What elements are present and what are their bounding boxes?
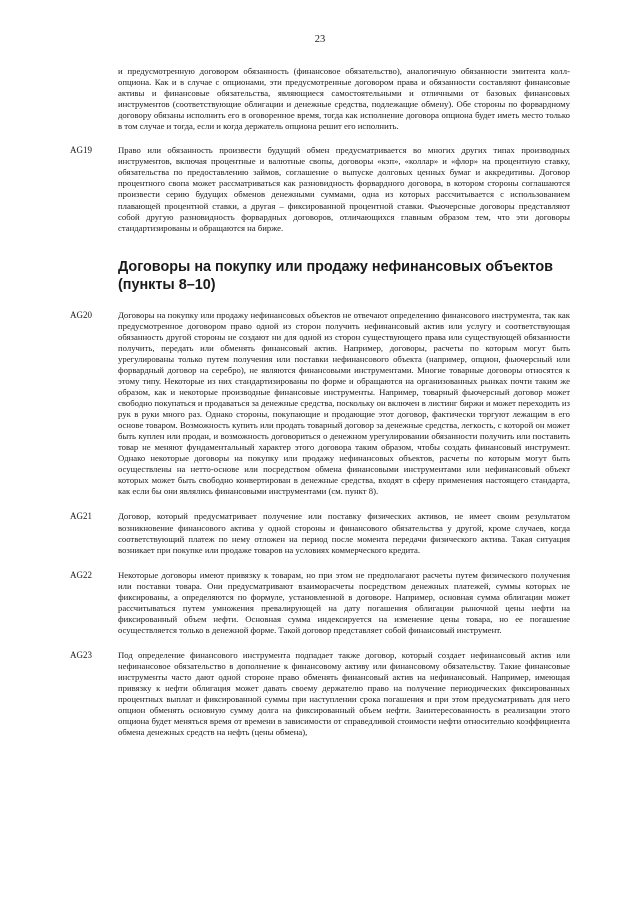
paragraph-continuation [70,66,570,132]
section-heading: Договоры на покупку или продажу нефинансовых объектов (пункты 8–10) [118,258,554,293]
paragraph-id: AG20 [70,309,92,320]
document-body [70,66,570,752]
paragraph-text: Право или обязанность произвести будущий обмен предусматривается во многих других типах производных инструментов, включая процентные и валютные свопы, договоры «кэп», «коллар» и «флор» на процентную ставку, обязательства по предоставлению займов, соглашение о выпуске долговых ценных бумаг и аккредитивы. Договор процентного свопа может рассматриваться как разновидность форвардного договора, в котором стороны соглашаются произвести серию будущих обменов денежными суммами, одна из которых рассчитывается с использованием плавающей процентной ставки, а другая – фиксированной процентной ставки. Фьючерсные договоры представляют собой другую разновидность форвардных договоров, отличающихся главным образом тем, что эти договоры стандартизированы и обращаются на бирже. [118,145,570,233]
paragraph-text: Договор, который предусматривает получение или поставку физических активов, не имеет своим результатом возникновение финансового актива у одной стороны и финансового обязательства у другой, кроме случаев, когда соответствующий платеж по нему отложен на период после момента передачи физического актива. Такая ситуация возникает при покупке или продаже товаров на условиях коммерческого кредита. [118,511,570,555]
paragraph-text: Некоторые договоры имеют привязку к товарам, но при этом не предполагают расчеты путем физического получения или поставки товара. Они предусматривают взаиморасчеты посредством денежных платежей, суммы которых не фиксированы, а определяются по формуле, установленной в договоре. Например, основная сумма облигации может рассчитываться путем умножения превалирующей на дату погашения облигации рыночной цены нефти на фиксированный объем нефти. Основная сумма индексируется на изменение цены товара, но ее погашение осуществляется только в денежной форме. Такой договор представляет собой финансовый инструмент. [118,569,570,635]
paragraph-text: Договоры на покупку или продажу нефинансовых объектов не отвечают определению финансового инструмента, так как предусмотренное договором право одной из сторон получить нефинансовый актив или услугу и соответствующая обязанность другой стороны не создают ни для одной из сторон существующего права или существующей обязанности получить, передать или обменять финансовый актив. Например, договоры, расчеты по которым могут быть урегулированы только путем получения или поставки нефинансового объекта (например, опцион, фьючерсный или форвардный договор на серебро), не являются финансовыми инструментами. Многие товарные договоры относятся к этому типу. Некоторые из них стандартизированы по форме и обращаются на организованных рынках почти таким же образом, как и некоторые производные финансовые инструменты. Например, товарный фьючерсный договор может свободно покупаться и продаваться за денежные средства, поскольку он включен в листинг биржи и может переходить из рук в руки много раз. Однако стороны, покупающие и продающие этот договор, фактически торгуют лежащим в его основе товаром. Возможность купить или продать товарный договор за денежные средства, легкость, с которой он может быть куплен или продан, и возможность договориться о денежном урегулировании обязанности получить или поставить товар не меняют фундаментальный характер этого договора таким образом, чтобы создать финансовый инструмент. Однако некоторые договоры на покупку или продажу нефинансовых объектов, расчеты по которым могут быть осуществлены на нетто-основе или посредством обмена финансовыми инструментами или нефинансовый объект которых может быть свободно конвертирован в денежные средства, входят в сферу применения настоящего стандарта, как если бы они являлись финансовыми инструментами (см. пункт 8). [118,309,570,497]
paragraph-id: AG21 [70,511,92,522]
paragraph-text: Под определение финансового инструмента подпадает также договор, который создает нефинансовый актив или нефинансовое обязательство в дополнение к финансовому активу или финансовому обязательству. Такие финансовые инструменты часто дают одной стороне право обменять финансовый актив на нефинансовый. Например, имеющая привязку к нефти облигация может давать своему держателю право на получение периодических фиксированных процентных выплат и фиксированной суммы при наступлении срока погашения и при этом предусматривать для него опцион обменять основную сумму долга на фиксированный объем нефти. Заинтересованность в реализации этого опциона будет меняться время от времени в зависимости от справедливой стоимости нефти относительно коэффициента обмена денежных средств на нефть (цены обмена), [118,649,570,738]
paragraph-id: AG22 [70,569,92,580]
paragraph-ag21 [70,511,570,555]
paragraph-ag19 [70,145,570,233]
paragraph-ag22 [70,570,570,636]
paragraph-ag20 [70,310,570,498]
paragraph-id: AG19 [70,145,92,156]
paragraph-id: AG23 [70,649,92,660]
paragraph-text: и предусмотренную договором обязанность (финансовое обязательство), аналогичную обязанности эмитента колл-опциона. Как и в случае с опционами, эти предусмотренные договором права и обязанности составляют финансовые активы и финансовые обязательства, являющиеся самостоятельными и отличными от базовых финансовых инструментов (соответствующие облигации и денежные средства, подлежащие обмену). Обе стороны по форвардному договору обязаны исполнить его в оговоренное время, тогда как исполнение договора опциона будет иметь место только в том случае и тогда, если и когда держатель опциона решит его исполнить. [118,66,570,132]
page-number: 23 [314,34,326,45]
paragraph-ag23 [70,650,570,738]
